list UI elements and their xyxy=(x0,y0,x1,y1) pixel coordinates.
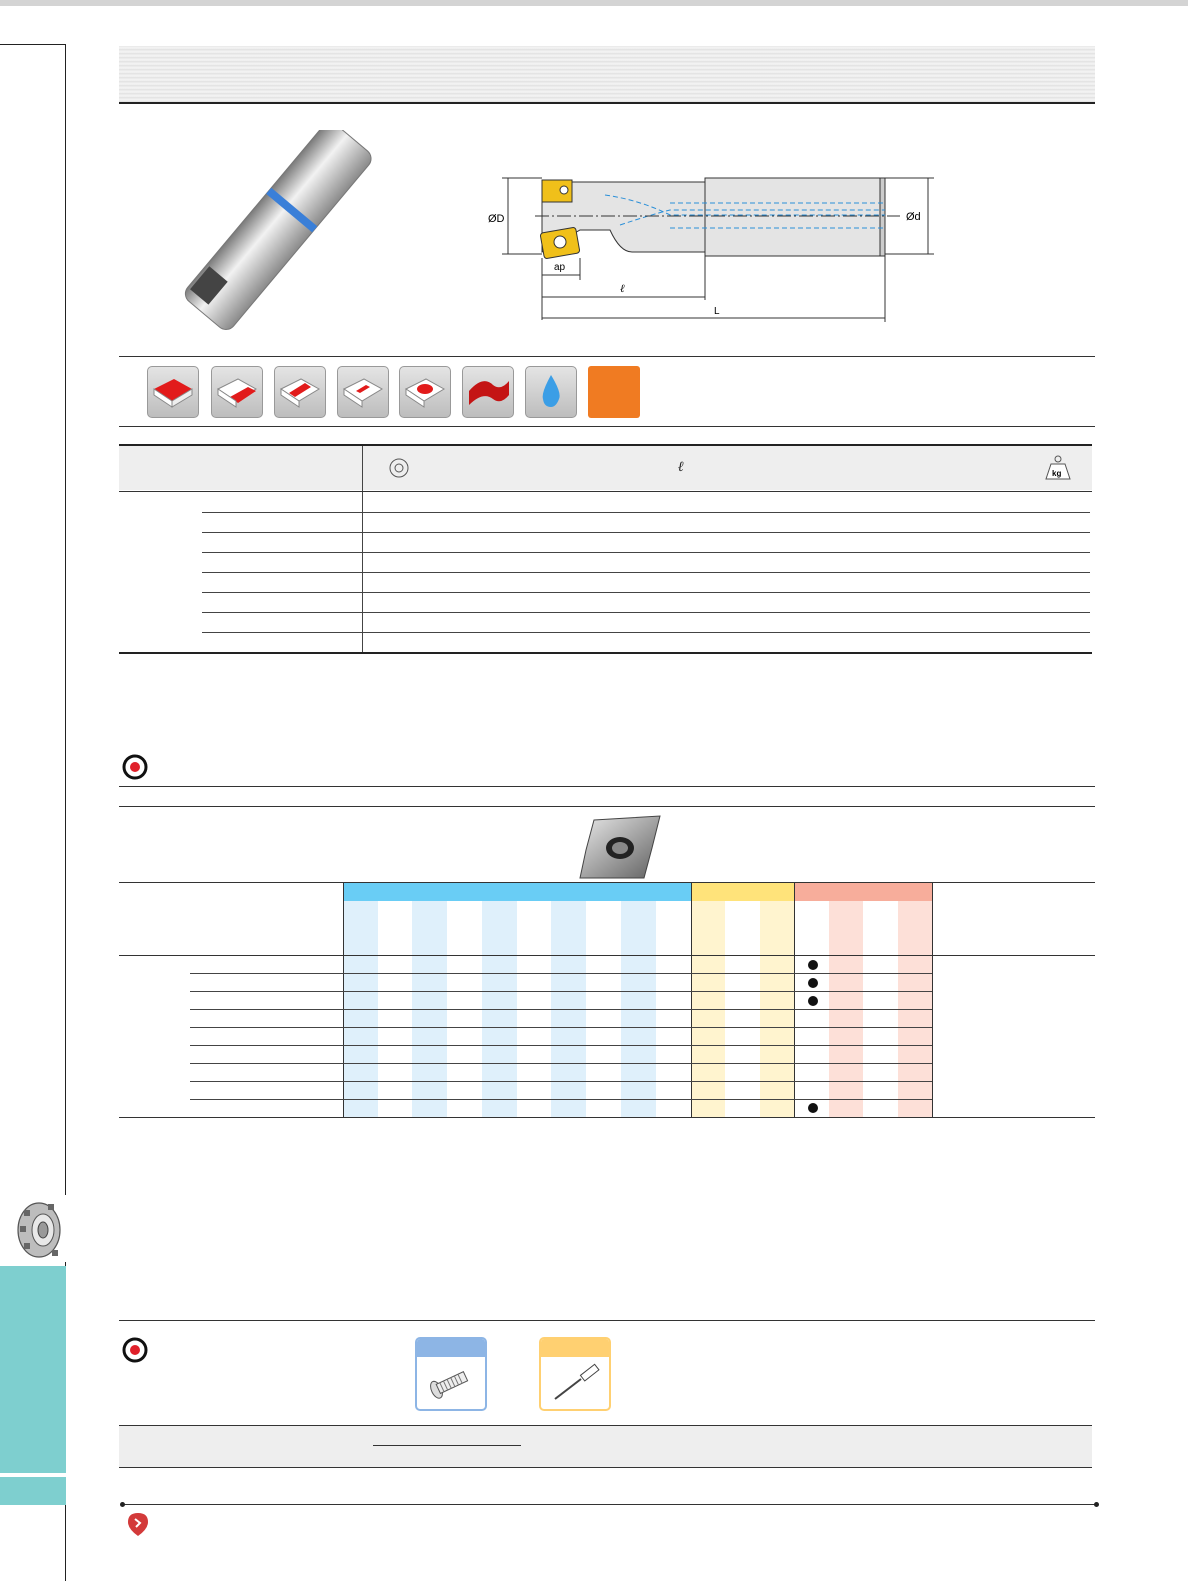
side-tab[interactable] xyxy=(0,1266,66,1473)
endmill-photo xyxy=(160,130,390,330)
spec-table-bottom-rule xyxy=(119,652,1092,654)
availability-dot xyxy=(808,996,818,1006)
grade-header-rule xyxy=(119,955,1095,956)
shoulder-milling-icon xyxy=(211,366,263,418)
availability-dot xyxy=(808,978,818,988)
availability-dot xyxy=(808,960,818,970)
label-d: Ød xyxy=(906,211,921,223)
insert-section-icon xyxy=(122,754,148,780)
map-pin-icon[interactable] xyxy=(126,1511,150,1537)
screw-card-header xyxy=(417,1339,485,1357)
screwdriver-icon xyxy=(541,1357,609,1409)
availability-dot xyxy=(808,1103,818,1113)
weight-icon xyxy=(1043,455,1073,481)
grade-row-rule xyxy=(190,1045,932,1046)
spec-header-rule xyxy=(119,491,1092,492)
grade-band-yellow xyxy=(691,883,794,901)
grade-band-red xyxy=(794,883,933,901)
label-ap: ap xyxy=(554,262,566,273)
material-orange-icon xyxy=(588,366,640,418)
spec-table-header xyxy=(119,446,1092,490)
label-l: ℓ xyxy=(620,283,625,295)
side-tab-lower[interactable] xyxy=(0,1477,66,1505)
parts-section-icon xyxy=(122,1337,148,1363)
section-header-rule xyxy=(119,102,1095,104)
screw-icon xyxy=(417,1357,485,1409)
side-frame-top xyxy=(0,44,65,45)
insert-count-icon xyxy=(388,457,410,479)
footer-rule xyxy=(122,1504,1096,1505)
screw-part-card xyxy=(415,1337,487,1411)
spec-row-rule xyxy=(202,572,1090,573)
grade-row-rule xyxy=(190,1081,932,1082)
spec-row-rule xyxy=(202,552,1090,553)
grade-table-bottom-rule xyxy=(119,1117,1095,1118)
section-header-band xyxy=(119,46,1095,102)
insert-section-rule xyxy=(119,786,1095,787)
coolant-drop-icon xyxy=(525,366,577,418)
grade-row-rule xyxy=(190,1027,932,1028)
wrench-card-header xyxy=(541,1339,609,1357)
spec-row-rule xyxy=(202,612,1090,613)
grade-divider xyxy=(343,883,344,1118)
side-frame-line xyxy=(65,44,66,1195)
wrench-part-card xyxy=(539,1337,611,1411)
parts-table-top-rule xyxy=(119,1425,1092,1426)
spec-row-rule xyxy=(202,632,1090,633)
spec-row-rule xyxy=(202,592,1090,593)
grade-divider xyxy=(794,883,795,1118)
plunge-milling-icon xyxy=(399,366,451,418)
grade-row-rule xyxy=(190,1099,932,1100)
icons-top-rule xyxy=(119,356,1095,357)
slotting-icon xyxy=(274,366,326,418)
icons-bottom-rule xyxy=(119,426,1095,427)
spec-table-divider xyxy=(362,446,363,653)
grade-row-rule xyxy=(190,1009,932,1010)
top-bar xyxy=(0,0,1188,6)
spec-row-rule xyxy=(202,532,1090,533)
contour-milling-icon xyxy=(462,366,514,418)
grade-band-blue xyxy=(343,883,691,901)
footer-rule-dot xyxy=(1094,1502,1099,1507)
face-mill-thumbnail xyxy=(12,1198,62,1260)
grade-row-rule xyxy=(190,991,932,992)
endmill-dimension-drawing xyxy=(480,170,940,330)
parts-table-bottom-rule xyxy=(119,1467,1092,1468)
weight-unit: kg xyxy=(1052,469,1062,478)
label-L: L xyxy=(714,306,720,317)
insert-photo xyxy=(572,812,668,882)
grade-row-rule xyxy=(190,973,932,974)
grade-divider xyxy=(691,883,692,1118)
insert-table-top-rule xyxy=(119,806,1095,807)
parts-table-row xyxy=(119,1425,1092,1467)
label-D: ØD xyxy=(488,213,505,225)
spec-length-header: ℓ xyxy=(678,460,684,475)
face-milling-icon xyxy=(147,366,199,418)
grade-divider xyxy=(932,883,933,1118)
parts-table-underline xyxy=(373,1445,521,1446)
pocket-milling-icon xyxy=(337,366,389,418)
parts-top-rule xyxy=(119,1320,1095,1321)
grade-row-rule xyxy=(190,1063,932,1064)
spec-row-rule xyxy=(202,512,1090,513)
footer-rule-dot xyxy=(120,1502,125,1507)
